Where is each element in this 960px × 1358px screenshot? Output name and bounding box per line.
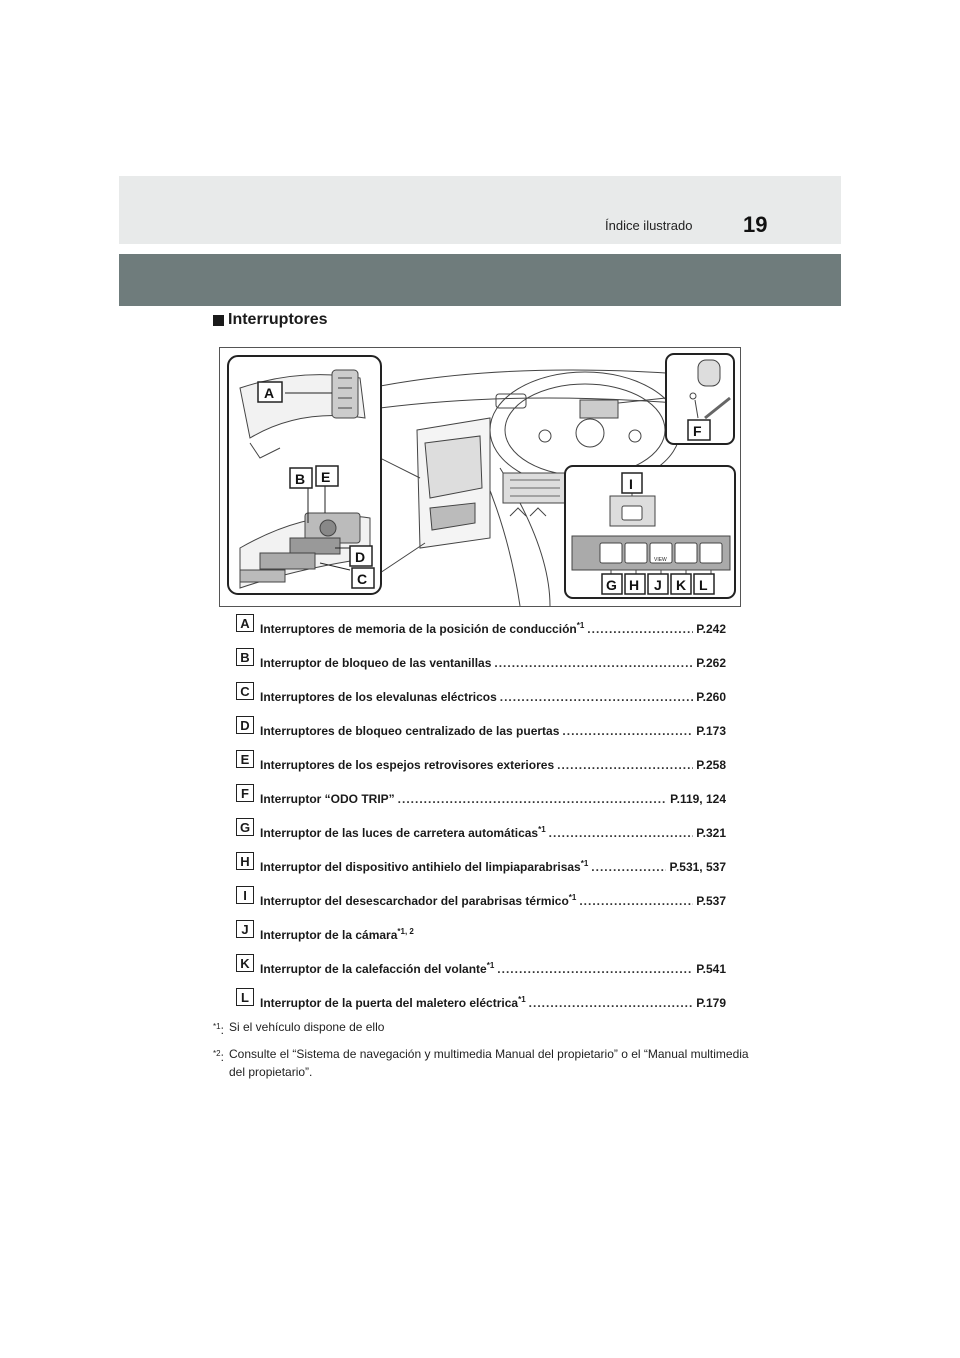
footnote-mark: *1 — [538, 825, 546, 834]
footnote-mark: *1 — [568, 893, 577, 902]
callout-l-label: L — [699, 577, 708, 593]
dot-leader — [562, 724, 693, 738]
dot-leader — [500, 690, 693, 704]
callout-i-label: I — [629, 476, 633, 492]
dot-leader — [398, 792, 667, 806]
list-item — [236, 648, 726, 682]
page-reference-link[interactable]: P.242 — [696, 622, 726, 636]
footnote-mark: *1 — [580, 859, 589, 868]
list-item — [236, 614, 726, 648]
list-item — [236, 886, 726, 920]
section-title: Índice ilustrado — [605, 218, 693, 233]
callout-h — [625, 574, 645, 594]
page-reference-link[interactable]: P.260 — [696, 690, 726, 704]
list-item — [236, 750, 726, 784]
page-reference-link[interactable]: P.179 — [696, 996, 726, 1010]
item-line — [260, 690, 726, 704]
callout-b — [290, 468, 312, 488]
item-label: Interruptor del dispositivo antihielo del limpiaparabrisas$^{*1}$ — [260, 859, 589, 874]
list-item — [236, 716, 726, 750]
callout-f-label: F — [693, 423, 702, 439]
callout-d-label: D — [355, 549, 366, 565]
item-line — [260, 826, 726, 840]
item-line — [260, 860, 726, 874]
dot-leader — [557, 758, 693, 772]
dot-leader — [591, 860, 666, 874]
callout-i — [622, 473, 642, 493]
callout-g — [602, 574, 622, 594]
callout-b-label: B — [295, 471, 306, 487]
footnote-marker: $^{*1}$: — [213, 1022, 224, 1037]
callout-a-label: A — [264, 385, 275, 401]
switch-index-list — [236, 614, 726, 1022]
dot-leader — [494, 656, 693, 670]
list-item — [236, 988, 726, 1022]
footnote-text: Consulte el “Sistema de navegación y multimedia Manual del propietario” o el “Manual multimedia del propietario”. — [229, 1047, 749, 1079]
item-label: Interruptor “ODO TRIP” — [260, 792, 395, 806]
footnote-mark: *1 — [518, 995, 526, 1004]
list-item — [236, 784, 726, 818]
item-line — [260, 758, 726, 772]
callout-d — [350, 546, 372, 566]
item-letter: B — [236, 648, 254, 666]
page-reference-link[interactable]: P.531, 537 — [669, 860, 726, 874]
item-label: Interruptor de las luces de carretera automáticas$^{*1}$ — [260, 825, 546, 840]
section-heading-text: Interruptores — [228, 311, 328, 328]
dashboard-drawing — [220, 348, 740, 606]
item-letter: H — [236, 852, 254, 870]
dot-leader — [549, 826, 694, 840]
footnote-mark: *1 — [486, 961, 495, 970]
footnote-text: Si el vehículo dispone de ello — [229, 1020, 385, 1034]
item-label: Interruptor de la cámara$^{*1, 2}$ — [260, 927, 414, 942]
item-letter: D — [236, 716, 254, 734]
list-item — [236, 954, 726, 988]
item-letter: E — [236, 750, 254, 768]
footnote — [213, 1018, 753, 1039]
page-reference-link[interactable]: P.262 — [696, 656, 726, 670]
page-reference-link[interactable]: P.173 — [696, 724, 726, 738]
item-label: Interruptor de la puerta del maletero eléctrica$^{*1}$ — [260, 995, 526, 1010]
callout-e-label: E — [321, 469, 331, 485]
callout-f — [688, 420, 710, 440]
item-line — [260, 894, 726, 908]
dot-leader — [529, 996, 694, 1010]
bullet-square-icon — [213, 315, 224, 326]
callout-a — [258, 382, 282, 402]
item-letter: K — [236, 954, 254, 972]
callout-l — [694, 574, 714, 594]
item-line — [260, 656, 726, 670]
switches-illustration — [219, 347, 741, 607]
item-label: Interruptor de bloqueo de las ventanillas — [260, 656, 492, 670]
page-reference-link[interactable]: P.119, 124 — [670, 792, 726, 806]
item-letter: C — [236, 682, 254, 700]
list-item — [236, 818, 726, 852]
item-letter: J — [236, 920, 254, 938]
header-band — [119, 176, 841, 244]
page-reference-link[interactable]: P.541 — [696, 962, 726, 976]
dot-leader — [497, 962, 693, 976]
footnote-mark: *1 — [576, 621, 585, 630]
callout-k — [671, 574, 691, 594]
footnotes — [213, 1018, 753, 1087]
callout-j — [648, 574, 668, 594]
callout-c — [352, 568, 374, 588]
item-label: Interruptores de memoria de la posición de conducción$^{*1}$ — [260, 621, 585, 636]
footnote — [213, 1045, 753, 1081]
item-label: Interruptores de bloqueo centralizado de las puertas — [260, 724, 560, 738]
item-letter: I — [236, 886, 254, 904]
callout-h-label: H — [629, 577, 640, 593]
item-label: Interruptores de los espejos retrovisores exteriores — [260, 758, 555, 772]
callout-j-label: J — [654, 577, 662, 593]
item-line — [260, 996, 726, 1010]
footnote-mark: *1, 2 — [397, 927, 414, 936]
item-letter: L — [236, 988, 254, 1006]
page-reference-link[interactable]: P.537 — [696, 894, 726, 908]
callout-g-label: G — [606, 577, 617, 593]
item-line — [260, 724, 726, 738]
view-button-label: VIEW — [654, 557, 667, 563]
page-reference-link[interactable]: P.321 — [696, 826, 726, 840]
item-label: Interruptor del desescarchador del parabrisas térmico$^{*1}$ — [260, 893, 577, 908]
list-item — [236, 920, 726, 954]
list-item — [236, 852, 726, 886]
item-line — [260, 962, 726, 976]
callout-k-label: K — [676, 577, 687, 593]
list-item — [236, 682, 726, 716]
item-label: Interruptores de los elevalunas eléctricos — [260, 690, 497, 704]
header-dark-band — [119, 254, 841, 306]
item-line — [260, 928, 726, 942]
page-number: 19 — [743, 212, 768, 237]
page-reference-link[interactable]: P.258 — [696, 758, 726, 772]
section-heading — [213, 311, 328, 329]
callout-e — [316, 466, 338, 486]
item-label: Interruptor de la calefacción del volante$^{*1}$ — [260, 961, 495, 976]
footnote-marker: $^{*2}$: — [213, 1049, 224, 1064]
dot-leader — [579, 894, 693, 908]
item-line — [260, 792, 726, 806]
callout-c-label: C — [357, 571, 368, 587]
item-letter: A — [236, 614, 254, 632]
dot-leader — [587, 622, 693, 636]
item-letter: G — [236, 818, 254, 836]
item-line — [260, 622, 726, 636]
item-letter: F — [236, 784, 254, 802]
